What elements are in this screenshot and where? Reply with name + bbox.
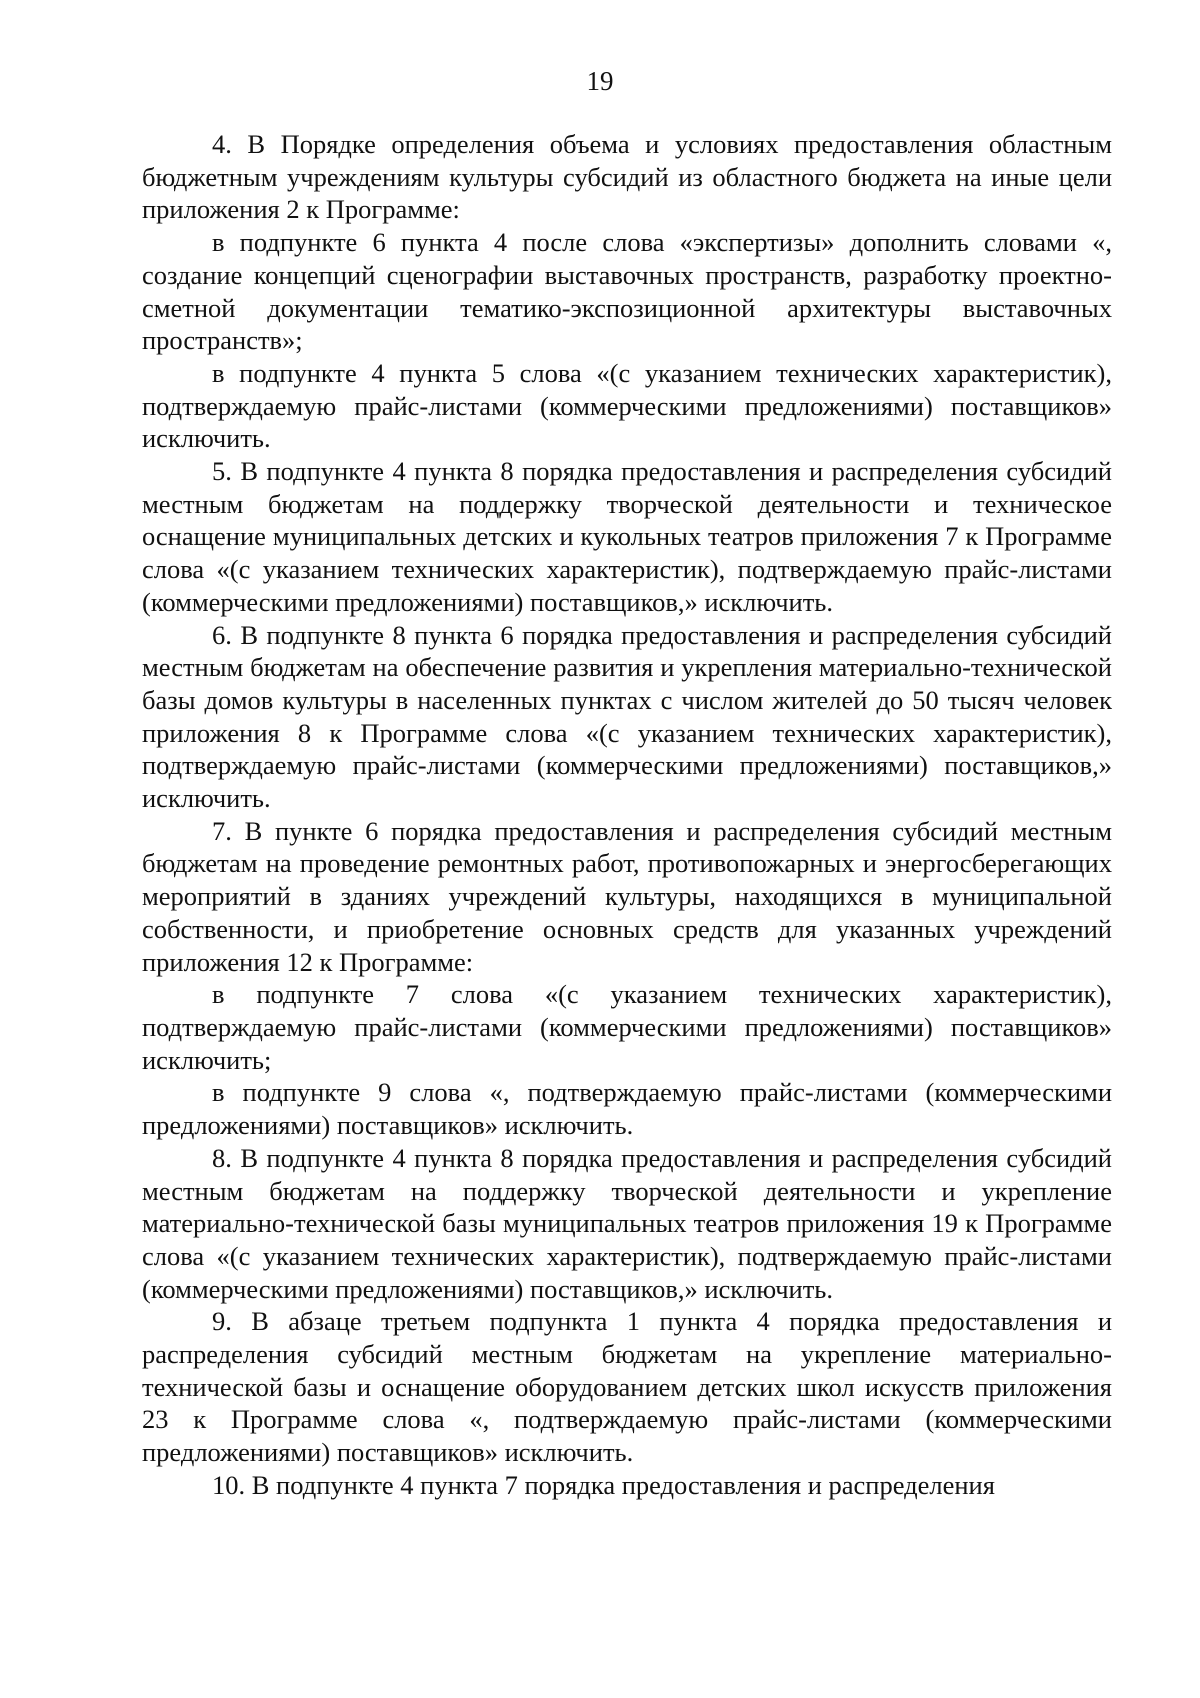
paragraph-item-5: 5. В подпункте 4 пункта 8 порядка предоставления и распределения субсидий местным бюджетам на поддержку творческой деятельности и техническое оснащение муниципальных детских и кукольных театров приложения 7 к Программе слова «(с указанием технических характеристик), подтверждаемую прайс-листами (коммерческими предложениями) поставщиков,» исключить. [142, 456, 1112, 617]
paragraph-item-4-sub-4: в подпункте 4 пункта 5 слова «(с указанием технических характеристик), подтверждаемую прайс-листами (коммерческими предложениями) поставщиков» исключить. [142, 357, 1112, 454]
paragraph-item-7-sub-7: в подпункте 7 слова «(с указанием технических характеристик), подтверждаемую прайс-листами (коммерческими предложениями) поставщиков» исключить; [142, 979, 1112, 1075]
paragraph-item-9: 9. В абзаце третьем подпункта 1 пункта 4 порядка предоставления и распределения субсидий местным бюджетам на укрепление материально-технической базы и оснащение оборудованием детских школ искусств приложения 23 к Программе слова «, подтверждаемую прайс-листами (коммерческими предложениями) поставщиков» исключить. [142, 1306, 1112, 1468]
paragraph-item-10: 10. В подпункте 4 пункта 7 порядка предоставления и распределения [212, 1469, 995, 1500]
paragraph-item-4-sub-6: в подпункте 6 пункта 4 после слова «экспертизы» дополнить словами «, создание концепций сценографии выставочных пространств, разработку проектно-сметной документации тематико-экспозиционной архитектуры выставочных пространств»; [142, 227, 1112, 356]
page-number: 19 [586, 66, 614, 96]
paragraph-item-4: 4. В Порядке определения объема и условиях предоставления областным бюджетным учреждениям культуры субсидий из областного бюджета на иные цели приложения 2 к Программе: [142, 129, 1112, 225]
paragraph-item-7-sub-9: в подпункте 9 слова «, подтверждаемую прайс-листами (коммерческими предложениями) поставщиков» исключить. [142, 1077, 1112, 1141]
paragraph-item-6: 6. В подпункте 8 пункта 6 порядка предоставления и распределения субсидий местным бюджетам на обеспечение развития и укрепления материально-технической базы домов культуры в населенных пунктах с числом жителей до 50 тысяч человек приложения 8 к Программе слова «(с указанием технических характеристик), подтверждаемую прайс-листами (коммерческими предложениями) поставщиков,» исключить. [142, 619, 1112, 814]
paragraph-item-7: 7. В пункте 6 порядка предоставления и распределения субсидий местным бюджетам на проведение ремонтных работ, противопожарных и энергосберегающих мероприятий в зданиях учреждений культуры, находящихся в муниципальной собственности, и приобретение основных средств для указанных учреждений приложения 12 к Программе: [142, 815, 1112, 977]
paragraph-item-8: 8. В подпункте 4 пункта 8 порядка предоставления и распределения субсидий местным бюджетам на поддержку творческой деятельности и укрепление материально-технической базы муниципальных театров приложения 19 к Программе слова «(с указанием технических характеристик), подтверждаемую прайс-листами (коммерческими предложениями) поставщиков,» исключить. [142, 1142, 1112, 1304]
document-body [142, 128, 1112, 1502]
